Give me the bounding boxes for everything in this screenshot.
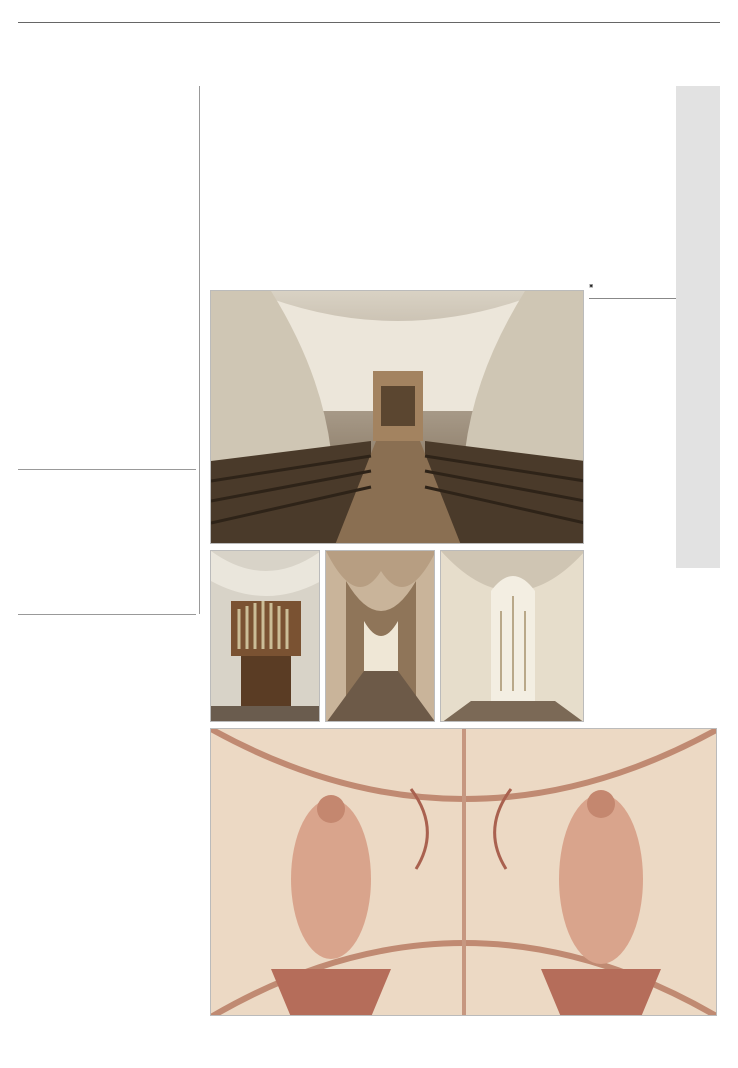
meditatie-note [678,458,718,472]
art4-text-col1b [210,265,298,282]
divider [18,614,196,615]
photo-paintings-svg [211,729,717,1016]
art4-text-col5b [589,152,679,277]
art4-text-col3b [399,191,489,282]
kroesen-text [589,303,679,543]
photo-cloister [325,550,435,722]
art3-text-col1b [18,958,104,1058]
art4-text-col5 [589,118,679,143]
link-icon: ▣ [589,284,594,289]
photo-gothic-svg [441,551,584,722]
art3-text-col2 [110,685,196,1058]
photo-caption [210,1019,717,1037]
art4-text-col1 [210,173,298,253]
art4-text-col3 [399,118,489,180]
photo-westeremden [210,290,584,544]
meditatie-text [678,137,718,437]
header-rule [18,22,720,23]
art2-text-col2 [110,487,196,610]
divider [18,469,196,470]
art1-text-col2 [110,170,196,462]
art4-text-col4 [494,118,584,136]
art4-text-col2 [304,118,394,218]
column-divider [199,86,200,614]
meditatie-author [678,440,718,454]
kroesen-box [589,298,679,568]
art1-text-col1 [18,215,104,375]
photo-organ-svg [211,551,320,722]
meditatie-quote [678,107,718,135]
art4-text-col4b [494,147,584,282]
photo-gothic [440,550,584,722]
art3-text-col1 [18,693,104,948]
photo-cloister-svg [326,551,435,722]
art2-text-col1 [18,495,104,610]
photo-organ [210,550,320,722]
art4-text-col2b [304,229,394,282]
photo-interior-svg [211,291,584,544]
art4-link[interactable] [589,284,593,289]
photo-paintings [210,728,717,1016]
rapport-box [18,376,104,462]
